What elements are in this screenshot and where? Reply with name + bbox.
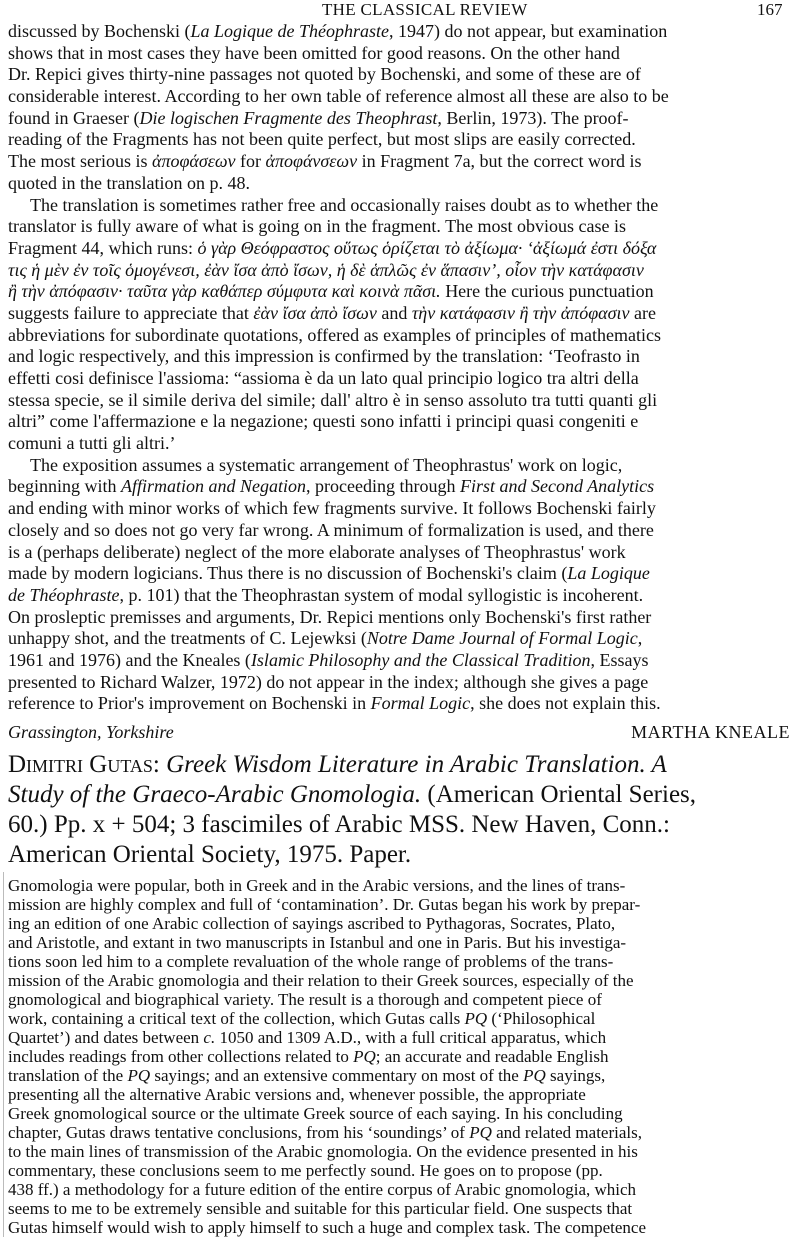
text-segment: beginning with bbox=[8, 476, 121, 497]
text-segment: quoted in the translation on p. 48. bbox=[8, 172, 250, 193]
text-line bbox=[8, 43, 798, 65]
review-2-heading bbox=[8, 750, 798, 870]
text-segment: 1961 and 1976) and the Kneales ( bbox=[8, 649, 251, 670]
italic-text: Die logischen Fragmente des Theophrast bbox=[139, 107, 438, 128]
text-segment: Fragment 44, which runs: bbox=[8, 237, 198, 258]
text-line bbox=[8, 433, 798, 455]
text-segment: Dr. Repici gives thirty-nine passages not quoted by Bochenski, and some of these are of bbox=[8, 64, 641, 85]
text-segment: reference to Prior's improvement on Bochenski in bbox=[8, 693, 371, 714]
text-segment: translation of the bbox=[8, 1066, 128, 1085]
text-line bbox=[8, 1085, 798, 1104]
text-line bbox=[8, 238, 798, 260]
text-segment: closely and so does not go very far wrong. A minimum of formalization is used, and there bbox=[8, 519, 654, 540]
text-line bbox=[8, 628, 798, 650]
italic-text: Affirmation and Negation bbox=[121, 476, 307, 497]
italic-text: τὴν κατάφασιν ἢ τὴν ἀπόφασιν bbox=[411, 302, 630, 323]
text-segment: and ending with minor works of which few fragments survive. It follows Bochenski fairly bbox=[8, 498, 656, 519]
italic-text: τις ἡ μὲν ἐν τοῖς ὁμογένεσι, ἐὰν ἴσα ἀπὸ ἴσων, ἡ δὲ ἁπλῶς ἐν ἅπασιν’, οἷον τὴν κατάφασιν bbox=[8, 259, 644, 280]
text-line bbox=[8, 914, 798, 933]
text-line bbox=[8, 346, 798, 368]
text-line bbox=[8, 390, 798, 412]
text-segment: , Essays bbox=[590, 649, 649, 670]
text-segment: , 1947) do not appear, but examination bbox=[389, 21, 668, 41]
text-line bbox=[8, 1066, 798, 1085]
text-line bbox=[8, 368, 798, 390]
text-segment: suggests failure to appreciate that bbox=[8, 302, 254, 323]
text-line bbox=[8, 1104, 798, 1123]
text-segment: The exposition assumes a systematic arrangement of Theophrastus' work on logic, bbox=[30, 454, 623, 475]
italic-text: Study of the Graeco-Arabic Gnomologia. bbox=[8, 781, 422, 808]
italic-text: Islamic Philosophy and the Classical Tradition bbox=[250, 649, 591, 670]
text-line bbox=[8, 173, 798, 195]
text-line bbox=[8, 129, 798, 151]
text-line bbox=[8, 86, 798, 108]
text-line bbox=[8, 672, 798, 694]
italic-text: PQ bbox=[127, 1066, 151, 1085]
text-segment: unhappy shot, and the treatments of C. Lejewksi ( bbox=[8, 628, 367, 649]
text-line bbox=[8, 411, 798, 433]
text-segment: mission of the Arabic gnomologia and their relation to their Greek sources, especially of the bbox=[8, 971, 634, 990]
journal-title: THE CLASSICAL REVIEW bbox=[322, 0, 528, 19]
text-segment: ; an accurate and readable English bbox=[375, 1047, 609, 1066]
text-line bbox=[8, 281, 798, 303]
text-segment: tions soon led him to a complete revaluation of the whole range of problems of the trans- bbox=[8, 952, 614, 971]
text-segment: The translation is sometimes rather free and occasionally raises doubt as to whether the bbox=[30, 194, 659, 215]
text-line bbox=[8, 303, 798, 325]
text-line bbox=[8, 498, 798, 520]
italic-text: ἐὰν ἴσα ἀπὸ ἴσων bbox=[253, 302, 377, 323]
text-segment: Quartet’) and dates between bbox=[8, 1028, 204, 1047]
text-line bbox=[8, 607, 798, 629]
text-segment: mission are highly complex and full of ‘contamination’. Dr. Gutas began his work by prepar- bbox=[8, 895, 641, 914]
review-2-body bbox=[8, 876, 798, 1237]
text-line bbox=[8, 1180, 798, 1199]
text-line bbox=[8, 563, 798, 585]
italic-text: PQ bbox=[464, 1009, 488, 1028]
text-segment: Here the curious punctuation bbox=[440, 281, 654, 302]
text-line bbox=[8, 1047, 798, 1066]
text-segment: ing an edition of one Arabic collection of sayings ascribed to Pythagoras, Socrates, Plato, bbox=[8, 914, 616, 933]
text-segment: , p. 101) that the Theophrastan system of modal syllogistic is incoherent. bbox=[119, 584, 644, 605]
text-line bbox=[8, 1009, 798, 1028]
text-segment: and related materials, bbox=[491, 1123, 642, 1142]
text-segment: On prosleptic premisses and arguments, Dr. Repici mentions only Bochenski's first rather bbox=[8, 606, 652, 627]
italic-text: c. bbox=[203, 1028, 216, 1047]
italic-text: La Logique de Théophraste bbox=[190, 21, 389, 41]
text-line bbox=[8, 216, 798, 238]
text-segment: , bbox=[637, 628, 643, 649]
text-line bbox=[8, 952, 798, 971]
reviewer-name: MARTHA KNEALE bbox=[631, 722, 790, 742]
text-segment: , she does not explain this. bbox=[470, 693, 661, 714]
review-1-signature bbox=[8, 721, 790, 743]
text-segment: reading of the Fragments has not been quite perfect, but most slips are easily corrected. bbox=[8, 129, 636, 150]
italic-text: ἀποφάσεων bbox=[152, 151, 236, 172]
text-line bbox=[8, 990, 798, 1009]
text-segment: (‘Philosophical bbox=[487, 1009, 596, 1028]
italic-text: La Logique bbox=[567, 563, 650, 584]
text-line bbox=[8, 1123, 798, 1142]
text-segment: (American Oriental Series, bbox=[421, 781, 697, 808]
text-line bbox=[8, 693, 798, 715]
text-line bbox=[8, 520, 798, 542]
italic-text: de Théophraste bbox=[8, 584, 120, 605]
italic-text: ὁ γὰρ Θεόφραστος οὕτως ὁρίζεται τὸ ἀξίωμα· ‘ἀξίωμά ἐστι δόξα bbox=[197, 237, 657, 258]
running-header bbox=[0, 0, 800, 19]
text-line bbox=[8, 108, 798, 130]
text-line bbox=[8, 810, 798, 840]
text-line bbox=[8, 1028, 798, 1047]
text-segment: , Berlin, 1973). The proof- bbox=[437, 107, 629, 128]
text-segment: are bbox=[629, 302, 656, 323]
text-segment: : bbox=[152, 751, 167, 778]
text-segment: gnomological and biographical variety. The result is a thorough and competent piece of bbox=[8, 990, 602, 1009]
text-segment: Gutas himself would wish to apply himself to such a huge and complex task. The competence bbox=[8, 1218, 646, 1237]
text-segment: is a (perhaps deliberate) neglect of the more elaborate analyses of Theophrastus' work bbox=[8, 541, 626, 562]
text-segment: in Fragment 7a, but the correct word is bbox=[357, 151, 642, 172]
text-segment: and bbox=[376, 302, 412, 323]
reviewer-location: Grassington, Yorkshire bbox=[8, 722, 174, 742]
text-segment: shows that in most cases they have been omitted for good reasons. On the other hand bbox=[8, 42, 620, 63]
text-segment: translator is fully aware of what is going on in the fragment. The most obvious case is bbox=[8, 216, 627, 237]
text-line bbox=[8, 476, 798, 498]
italic-text: Notre Dame Journal of Formal Logic bbox=[366, 628, 638, 649]
text-segment: 438 ff.) a methodology for a future edition of the entire corpus of Arabic gnomologia, which bbox=[8, 1180, 637, 1199]
text-line bbox=[8, 1218, 798, 1237]
text-line bbox=[8, 151, 798, 173]
italic-text: First and Second Analytics bbox=[459, 476, 655, 497]
text-segment: commentary, these conclusions seem to me perfectly sound. He goes on to propose (pp. bbox=[8, 1161, 603, 1180]
text-segment: chapter, Gutas draws tentative conclusions, from his ‘soundings’ of bbox=[8, 1123, 470, 1142]
margin-rule bbox=[3, 872, 4, 1237]
text-segment: work, containing a critical text of the collection, which Gutas calls bbox=[8, 1009, 465, 1028]
text-segment: for bbox=[235, 151, 266, 172]
text-segment: includes readings from other collections related to bbox=[8, 1047, 354, 1066]
text-line bbox=[8, 876, 798, 895]
text-line bbox=[8, 780, 798, 810]
text-segment: discussed by Bochenski ( bbox=[8, 21, 191, 41]
text-line bbox=[8, 455, 798, 477]
italic-text: ἀποφάνσεων bbox=[265, 151, 358, 172]
italic-text: ἢ τὴν ἀπόφασιν· ταῦτα γὰρ καθάπερ σύμφυτα καὶ κοινὰ πᾶσι. bbox=[8, 281, 441, 302]
text-segment: seems to me to be extremely sensible and suitable for this particular field. One suspects that bbox=[8, 1199, 633, 1218]
text-line bbox=[8, 933, 798, 952]
text-line bbox=[8, 971, 798, 990]
author-name: Dimitri Gutas bbox=[8, 751, 153, 778]
text-line bbox=[8, 1161, 798, 1180]
text-segment: abbreviations for subordinate quotations, offered as examples of principles of mathematics bbox=[8, 324, 661, 345]
text-line bbox=[8, 895, 798, 914]
italic-text: PQ bbox=[469, 1123, 492, 1142]
text-line bbox=[8, 585, 798, 607]
text-segment: effetti cosi definisce l'assioma: “assioma è da un lato qual principio logico tra altri della bbox=[8, 368, 639, 388]
text-segment: considerable interest. According to her own table of reference almost all these are also to be bbox=[8, 86, 669, 107]
text-line bbox=[8, 840, 798, 870]
text-line bbox=[8, 750, 798, 780]
text-segment: presenting all the alternative Arabic versions and, whenever possible, the appropriate bbox=[8, 1085, 586, 1104]
text-segment: Greek gnomological source or the ultimate Greek source of each saying. In his concluding bbox=[8, 1104, 623, 1123]
text-segment: made by modern logicians. Thus there is no discussion of Bochenski's claim ( bbox=[8, 563, 568, 584]
text-segment: The most serious is bbox=[8, 151, 152, 172]
text-segment: stessa specie, se il simile deriva del simile; dall' altro è in senso assoluto tra tutti quanti gli bbox=[8, 389, 658, 410]
text-line bbox=[8, 1142, 798, 1161]
text-segment: altri” come l'affermazione e la negazione; questi sono infatti i principi quasi congeniti e bbox=[8, 411, 639, 432]
text-segment: to the main lines of transmission of the Arabic gnomologia. On the evidence presented in his bbox=[8, 1142, 638, 1161]
text-segment: presented to Richard Walzer, 1972) do not appear in the index; although she gives a page bbox=[8, 671, 649, 692]
text-segment: 60.) Pp. x + 504; 3 fascimiles of Arabic MSS. New Haven, Conn.: bbox=[8, 811, 670, 838]
text-segment: found in Graeser ( bbox=[8, 107, 140, 128]
text-segment: 1050 and 1309 A.D., with a full critical apparatus, which bbox=[215, 1028, 607, 1047]
text-segment: comuni a tutti gli altri.’ bbox=[8, 433, 176, 454]
page-number: 167 bbox=[757, 0, 783, 19]
text-segment: and logic respectively, and this impression is confirmed by the translation: ‘Teofrasto in bbox=[8, 346, 640, 367]
text-line bbox=[8, 64, 798, 86]
text-line bbox=[8, 195, 798, 217]
text-segment: sayings, bbox=[545, 1066, 606, 1085]
text-segment: and Aristotle, and extant in two manuscripts in Istanbul and one in Paris. But his investiga- bbox=[8, 933, 627, 952]
text-line bbox=[8, 542, 798, 564]
italic-text: PQ bbox=[353, 1047, 376, 1066]
text-segment: , proceeding through bbox=[306, 476, 460, 497]
text-line bbox=[8, 650, 798, 672]
italic-text: Greek Wisdom Literature in Arabic Translation. A bbox=[166, 751, 667, 778]
text-line bbox=[8, 325, 798, 347]
italic-text: Formal Logic bbox=[370, 693, 471, 714]
text-line bbox=[8, 260, 798, 282]
text-segment: American Oriental Society, 1975. Paper. bbox=[8, 841, 412, 868]
text-line bbox=[8, 21, 798, 43]
text-segment: sayings; and an extensive commentary on most of the bbox=[150, 1066, 524, 1085]
text-line bbox=[8, 1199, 798, 1218]
review-1-body bbox=[8, 21, 798, 715]
italic-text: PQ bbox=[523, 1066, 546, 1085]
text-segment: Gnomologia were popular, both in Greek and in the Arabic versions, and the lines of trans- bbox=[8, 876, 626, 895]
